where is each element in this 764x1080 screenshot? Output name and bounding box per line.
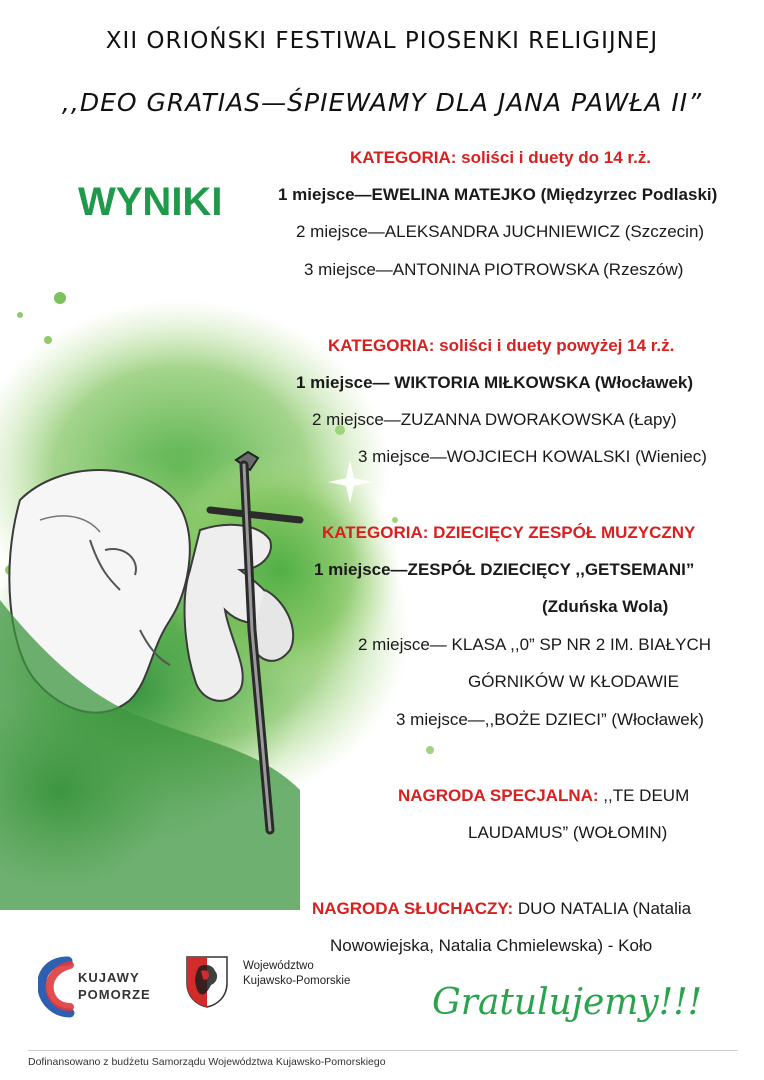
category-3-place-1-city: (Zduńska Wola) (542, 597, 669, 616)
category-3-heading: KATEGORIA: DZIECIĘCY ZESPÓŁ MUZYCZNY (322, 523, 696, 542)
special-prize-label: NAGRODA SPECJALNA: (398, 786, 599, 805)
congratulations-text: Gratulujemy!!! (432, 982, 703, 1023)
category-3-place-2: 2 miejsce— KLASA ,,0” SP NR 2 IM. BIAŁYCH (358, 635, 712, 654)
kujawy-pomorze-mark (38, 955, 82, 1021)
pomorze-text: POMORZE (78, 987, 151, 1002)
category-1-place-1: 1 miejsce—EWELINA MATEJKO (Międzyrzec Podlaski) (278, 185, 718, 204)
listeners-prize-label: NAGRODA SŁUCHACZY: (312, 899, 514, 918)
special-prize (398, 786, 689, 806)
kujawy-text: KUJAWY (78, 970, 140, 985)
category-2-heading: KATEGORIA: soliści i duety powyżej 14 r.ż. (328, 336, 675, 355)
wojewodztwo-logo (185, 953, 365, 1013)
category-3-place-3: 3 miejsce—,,BOŻE DZIECI” (Włocławek) (396, 710, 704, 729)
category-3-place-1: 1 miejsce—ZESPÓŁ DZIECIĘCY ,,GETSEMANI” (314, 560, 695, 579)
kujawy-pomorze-logo (38, 955, 158, 1021)
listeners-prize-value: DUO NATALIA (Natalia (517, 899, 692, 918)
category-2-place-2: 2 miejsce—ZUZANNA DWORAKOWSKA (Łapy) (312, 410, 677, 429)
footer-divider (28, 1050, 738, 1051)
special-prize-cont: LAUDAMUS” (WOŁOMIN) (468, 823, 668, 842)
funding-note: Dofinansowano z budżetu Samorządu Województwa Kujawsko-Pomorskiego (28, 1056, 386, 1068)
category-2-place-1: 1 miejsce— WIKTORIA MIŁKOWSKA (Włocławek) (296, 373, 694, 392)
pope-illustration (0, 270, 440, 910)
kujawsko-pomorskie-text: Kujawsko-Pomorskie (243, 975, 351, 987)
festival-title: XII ORIOŃSKI FESTIWAL PIOSENKI RELIGIJNEJ (105, 28, 659, 54)
listeners-prize (312, 899, 691, 919)
coat-of-arms-icon (185, 953, 229, 1009)
results-heading: WYNIKI (78, 180, 223, 224)
festival-subtitle: ,,DEO GRATIAS—ŚPIEWAMY DLA JANA PAWŁA II” (61, 88, 703, 117)
category-1-place-3: 3 miejsce—ANTONINA PIOTROWSKA (Rzeszów) (304, 260, 684, 279)
category-1-heading: KATEGORIA: soliści i duety do 14 r.ż. (350, 148, 652, 167)
wojewodztwo-text: Województwo (243, 960, 314, 972)
special-prize-value: ,,TE DEUM (603, 786, 690, 805)
category-1-place-2: 2 miejsce—ALEKSANDRA JUCHNIEWICZ (Szczecin) (296, 222, 705, 241)
listeners-prize-cont: Nowowiejska, Natalia Chmielewska) - Koło (330, 936, 653, 955)
category-3-place-2-cont: GÓRNIKÓW W KŁODAWIE (468, 672, 679, 691)
category-2-place-3: 3 miejsce—WOJCIECH KOWALSKI (Wieniec) (358, 447, 707, 466)
